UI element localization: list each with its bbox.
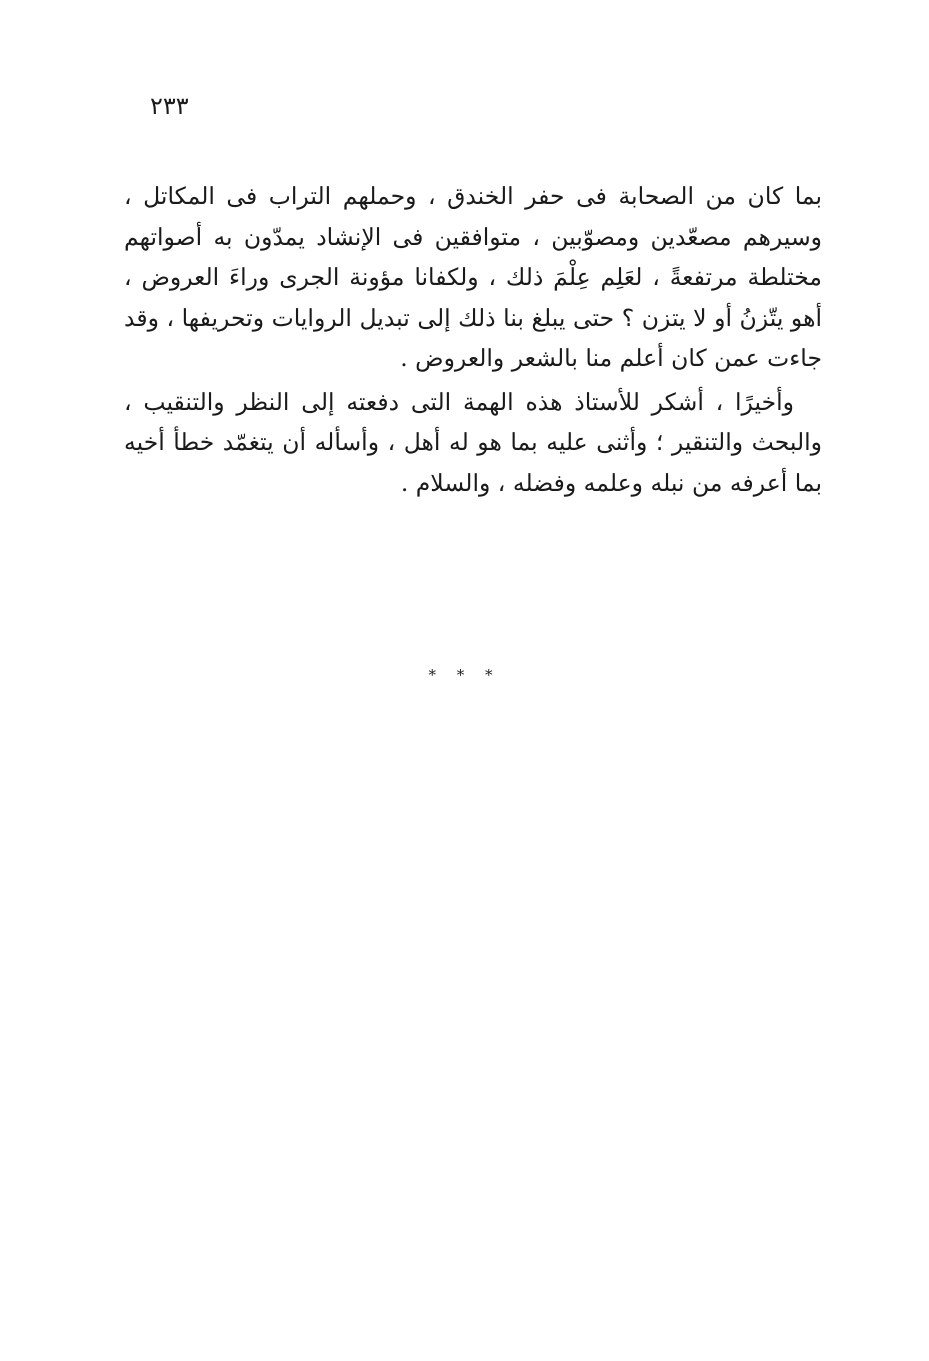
paragraph-closing: وأخيرًا ، أشكر للأستاذ هذه الهمة التى دفعته إلى النظر والتنقيب ، والبحث والتنقير ؛ وأثنى عليه بما هو له أهل ، وأسأله أن يتغمّد خطأ أخيه بما أعرفه من نبله وعلمه وفضله ، والسلام . bbox=[124, 387, 822, 497]
body-text bbox=[124, 176, 822, 503]
section-separator: * * * bbox=[428, 666, 501, 684]
page-number: ٢٣٣ bbox=[150, 92, 189, 120]
paragraph-continuation: بما كان من الصحابة فى حفر الخندق ، وحملهم التراب فى المكاتل ، وسيرهم مصعّدين ومصوّبين ، متوافقين فى الإنشاد يمدّون به أصواتهم مختلطة مرتفعةً ، لعَلِم عِلْمَ ذلك ، ولكفانا مؤونة الجرى وراءَ العروض ، أهو يتّزنُ أو لا يتزن ؟ حتى يبلغ بنا ذلك إلى تبديل الروايات وتحريفها ، وقد جاءت عمن كان أعلم منا بالشعر والعروض . bbox=[124, 182, 822, 372]
